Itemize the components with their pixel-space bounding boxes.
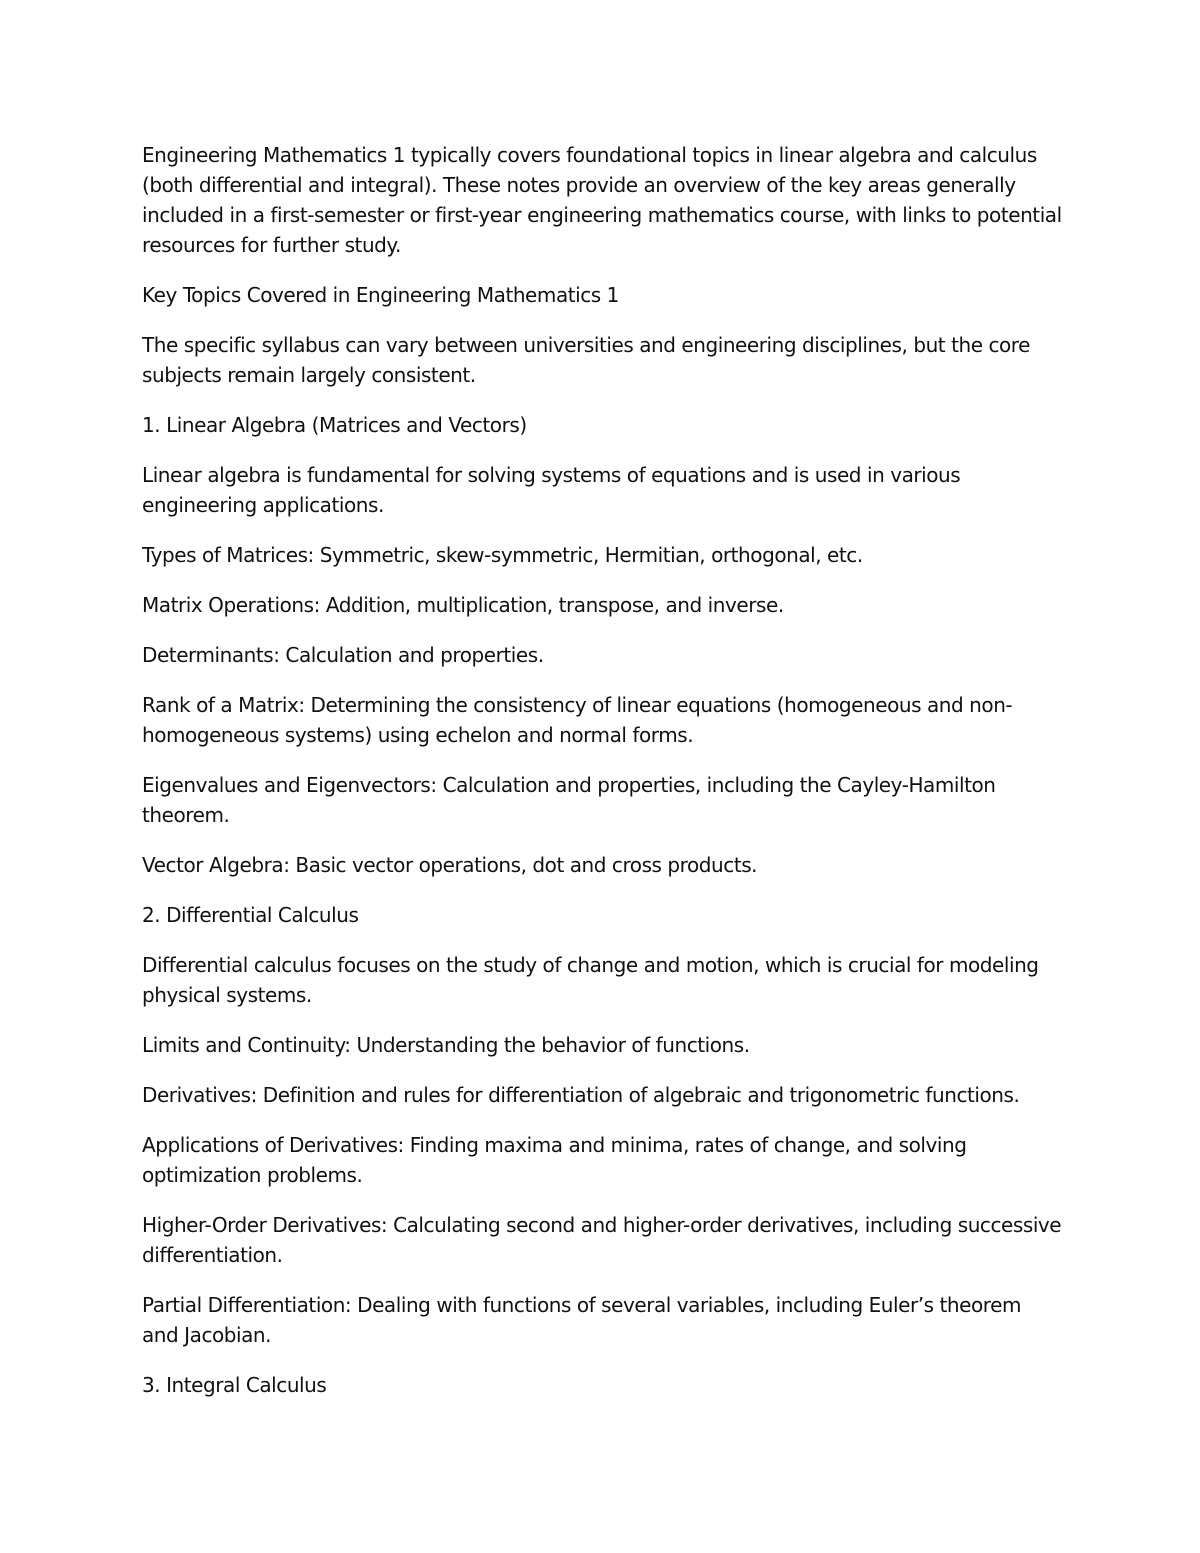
topic-types-of-matrices: Types of Matrices: Symmetric, skew-symmetric, Hermitian, orthogonal, etc. xyxy=(142,543,863,567)
topic-applications-of-derivatives: Applications of Derivatives: Finding maxima and minima, rates of change, and solving optimization problems. xyxy=(142,1133,967,1187)
topic-limits-continuity: Limits and Continuity: Understanding the behavior of functions. xyxy=(142,1033,750,1057)
section-heading-differential-calculus: 2. Differential Calculus xyxy=(142,903,359,927)
topic-eigenvalues: Eigenvalues and Eigenvectors: Calculation and properties, including the Cayley-Hamilton theorem. xyxy=(142,773,996,827)
section-heading-linear-algebra: 1. Linear Algebra (Matrices and Vectors) xyxy=(142,413,527,437)
intro-paragraph: Engineering Mathematics 1 typically covers foundational topics in linear algebra and calculus (both differential and integral). These notes provide an overview of the key areas generally included in a first-semester or first-year engineering mathematics course, with links to potential resources for further study. xyxy=(142,143,1062,257)
linear-algebra-intro: Linear algebra is fundamental for solving systems of equations and is used in various engineering applications. xyxy=(142,463,961,517)
differential-calculus-intro: Differential calculus focuses on the study of change and motion, which is crucial for modeling physical systems. xyxy=(142,953,1039,1007)
topic-determinants: Determinants: Calculation and properties. xyxy=(142,643,544,667)
document-body xyxy=(142,140,1062,1420)
topic-matrix-operations: Matrix Operations: Addition, multiplication, transpose, and inverse. xyxy=(142,593,784,617)
topic-rank-of-matrix: Rank of a Matrix: Determining the consistency of linear equations (homogeneous and non-homogeneous systems) using echelon and normal forms. xyxy=(142,693,1013,747)
topic-higher-order-derivatives: Higher-Order Derivatives: Calculating second and higher-order derivatives, including successive differentiation. xyxy=(142,1213,1062,1267)
syllabus-note-paragraph: The specific syllabus can vary between universities and engineering disciplines, but the core subjects remain largely consistent. xyxy=(142,333,1030,387)
section-heading-integral-calculus: 3. Integral Calculus xyxy=(142,1373,327,1397)
key-topics-heading: Key Topics Covered in Engineering Mathematics 1 xyxy=(142,283,619,307)
topic-partial-differentiation: Partial Differentiation: Dealing with functions of several variables, including Euler’s theorem and Jacobian. xyxy=(142,1293,1022,1347)
topic-derivatives: Derivatives: Definition and rules for differentiation of algebraic and trigonometric functions. xyxy=(142,1083,1020,1107)
topic-vector-algebra: Vector Algebra: Basic vector operations, dot and cross products. xyxy=(142,853,758,877)
